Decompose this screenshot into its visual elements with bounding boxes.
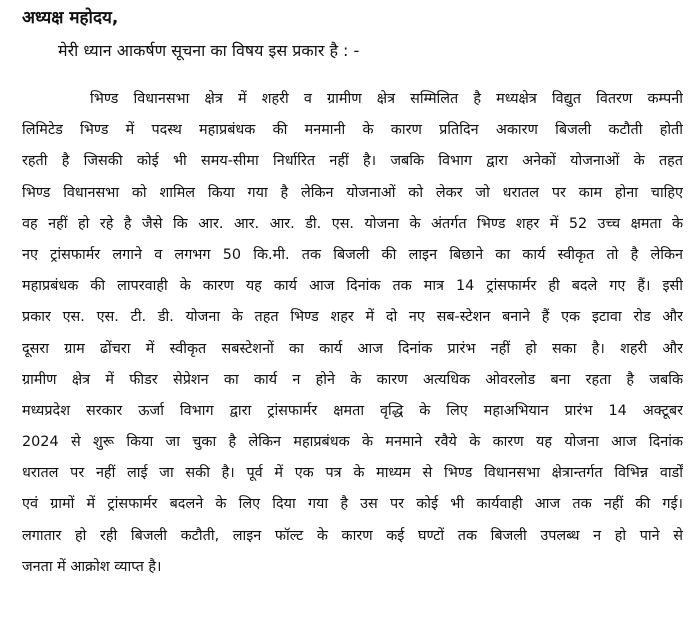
- body-line: मध्यप्रदेश सरकार ऊर्जा विभाग द्वारा ट्रांसफार्मर क्षमता वृद्धि के लिए महाअभियान प्रारंभ 14 अक्टूबर: [22, 402, 683, 419]
- body-line: महाप्रबंधक की लापरवाही के कारण यह कार्य आज दिनांक तक मात्र 14 ट्रांसफार्मर ही बदले गए हैं। इसी: [22, 278, 683, 295]
- salutation: अध्यक्ष महोदय,: [22, 8, 119, 28]
- body-line: लगातार हो रही बिजली कटौती, लाइन फॉल्ट के कारण कई घण्टों तक बिजली उपलब्ध न हो पाने से: [22, 527, 683, 544]
- body-line: लिमिटेड भिण्ड में पदस्थ महाप्रबंधक की मनमानी के कारण प्रतिदिन अकारण बिजली कटौती होती: [22, 122, 683, 139]
- body-line: प्रकार एस. एस. टी. डी. योजना के तहत भिण्ड शहर में दो नए सब-स्टेशन बनाने हैं एक इटावा रोड और: [22, 309, 683, 326]
- body-line: रहती है जिसकी कोई भी समय-सीमा निर्धारित नहीं है। जबकि विभाग द्वारा अनेकों योजनाओं के तहत: [22, 153, 683, 170]
- body-line: दूसरा ग्राम ढोंचरा में स्वीकृत सबस्टेशनों का कार्य आज दिनांक प्रारंभ नहीं हो सका है। शहरी और: [22, 340, 683, 357]
- body-line: एवं ग्रामों में ट्रांसफार्मर बदलने के लिए दिया गया है उस पर कोई भी कार्यवाही आज तक नहीं की गई।: [22, 496, 683, 513]
- letter-body: [22, 84, 683, 583]
- body-line: नए ट्रांसफार्मर लगाने व लगभग 50 कि.मी. तक बिजली की लाइन बिछाने का कार्य स्वीकृत तो है लेकिन: [22, 246, 683, 263]
- body-line: भिण्ड विधानसभा को शामिल किया गया है लेकिन योजनाओं को लेकर जो धरातल पर काम होना चाहिए: [22, 184, 683, 201]
- body-line: धरातल पर नहीं लाई जा सकी है। पूर्व में एक पत्र के माध्यम से भिण्ड विधानसभा क्षेत्रान्तर्गत विभिन्न वार्डों: [22, 465, 683, 482]
- body-line: जनता में आक्रोश व्याप्त है।: [22, 558, 162, 575]
- body-line: ग्रामीण क्षेत्र में फीडर सेप्रेशन का कार्य न होने के कारण अत्यधिक ओवरलोड बना रहता है जबकि: [22, 371, 683, 388]
- body-line: वह नहीं हो रहे है जैसे कि आर. आर. आर. डी. एस. योजना के अंतर्गत भिण्ड शहर में 52 उच्च क्षमता के: [22, 215, 683, 232]
- body-line: भिण्ड विधानसभा क्षेत्र में शहरी व ग्रामीण क्षेत्र सम्मिलित है मध्यक्षेत्र विद्युत वितरण कम्पनी: [90, 91, 683, 107]
- body-line: 2024 से शुरू किया जा चुका है लेकिन महाप्रबंधक के मनमाने रवैये के कारण यह योजना आज दिनांक: [22, 434, 683, 451]
- subject-intro: मेरी ध्यान आकर्षण सूचना का विषय इस प्रकार है : -: [58, 41, 360, 60]
